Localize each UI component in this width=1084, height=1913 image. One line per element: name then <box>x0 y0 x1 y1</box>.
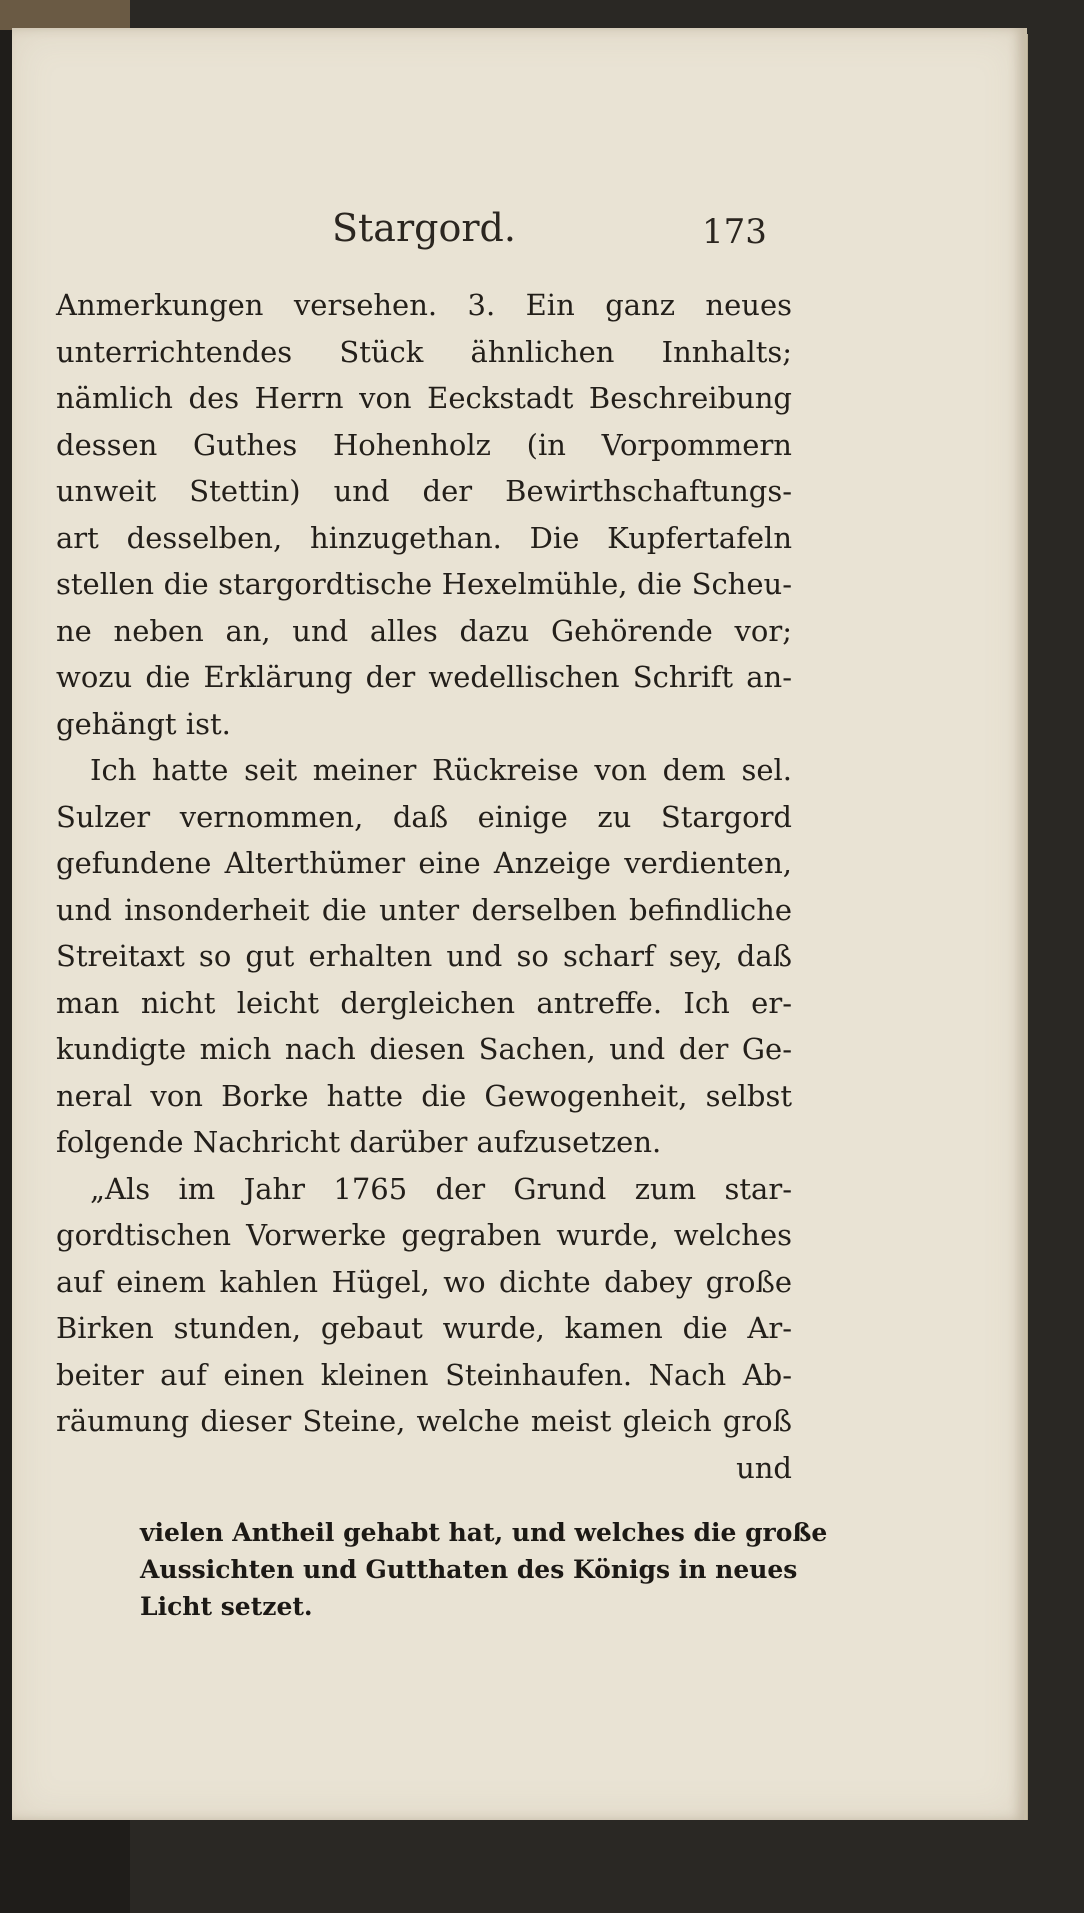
text-line: gehängt ist. <box>56 706 231 741</box>
text-line: gordtischen Vorwerke gegraben wurde, welches <box>56 1218 792 1252</box>
text-line: stellen die stargordtische Hexelmühle, die Scheu- <box>56 567 792 601</box>
text-line: dessen Guthes Hohenholz (in Vorpommern <box>56 427 792 462</box>
text-line: auf einem kahlen Hügel, wo dichte dabey große <box>56 1264 792 1299</box>
text-line: beiter auf einen kleinen Steinhaufen. Nach Ab- <box>56 1357 792 1392</box>
text-line: folgende Nachricht darüber aufzusetzen. <box>56 1125 662 1159</box>
text-line: Birken stunden, gebaut wurde, kamen die Ar- <box>56 1311 792 1345</box>
text-line: unweit Stettin) und der Bewirthschaftungs- <box>56 474 792 508</box>
footnote <box>140 1514 828 1625</box>
text-line: Anmerkungen versehen. 3. Ein ganz neues <box>56 288 792 322</box>
page-header <box>12 206 1024 254</box>
text-line: Ich hatte seit meiner Rückreise von dem sel. <box>90 753 792 787</box>
spine-shadow <box>0 0 130 30</box>
text-line: räumung dieser Steine, welche meist gleich groß <box>56 1404 792 1438</box>
book-page <box>12 28 1027 1820</box>
text-line: nämlich des Herrn von Eeckstadt Beschreibung <box>56 381 792 415</box>
text-line: art desselben, hinzugethan. Die Kupfertafeln <box>56 520 792 555</box>
footnote-line: Aussichten und Gutthaten des Königs in neues <box>140 1555 798 1584</box>
running-title: Stargord. <box>332 206 516 250</box>
text-line: Sulzer vernommen, daß einige zu Stargord <box>56 799 792 834</box>
body-text <box>56 282 792 1491</box>
footnote-line: vielen Antheil gehabt hat, und welches die große <box>140 1518 828 1547</box>
catchword: und <box>736 1450 792 1485</box>
page-number: 173 <box>702 212 767 252</box>
text-line: „Als im Jahr 1765 der Grund zum star- <box>90 1171 792 1206</box>
text-line: und insonderheit die unter derselben befindliche <box>56 892 792 927</box>
text-line: wozu die Erklärung der wedellischen Schrift an- <box>56 660 792 694</box>
footnote-line: Licht setzet. <box>140 1592 313 1621</box>
text-line: ne neben an, und alles dazu Gehörende vor; <box>56 613 792 648</box>
text-line: gefundene Alterthümer eine Anzeige verdienten, <box>56 846 792 880</box>
text-line: neral von Borke hatte die Gewogenheit, selbst <box>56 1078 792 1113</box>
text-line: Streitaxt so gut erhalten und so scharf sey, daß <box>56 939 792 973</box>
text-line: man nicht leicht dergleichen antreffe. Ich er- <box>56 985 792 1020</box>
text-line: kundigte mich nach diesen Sachen, und der Ge- <box>56 1032 792 1066</box>
text-line: unterrichtendes Stück ähnlichen Innhalts; <box>56 334 792 369</box>
